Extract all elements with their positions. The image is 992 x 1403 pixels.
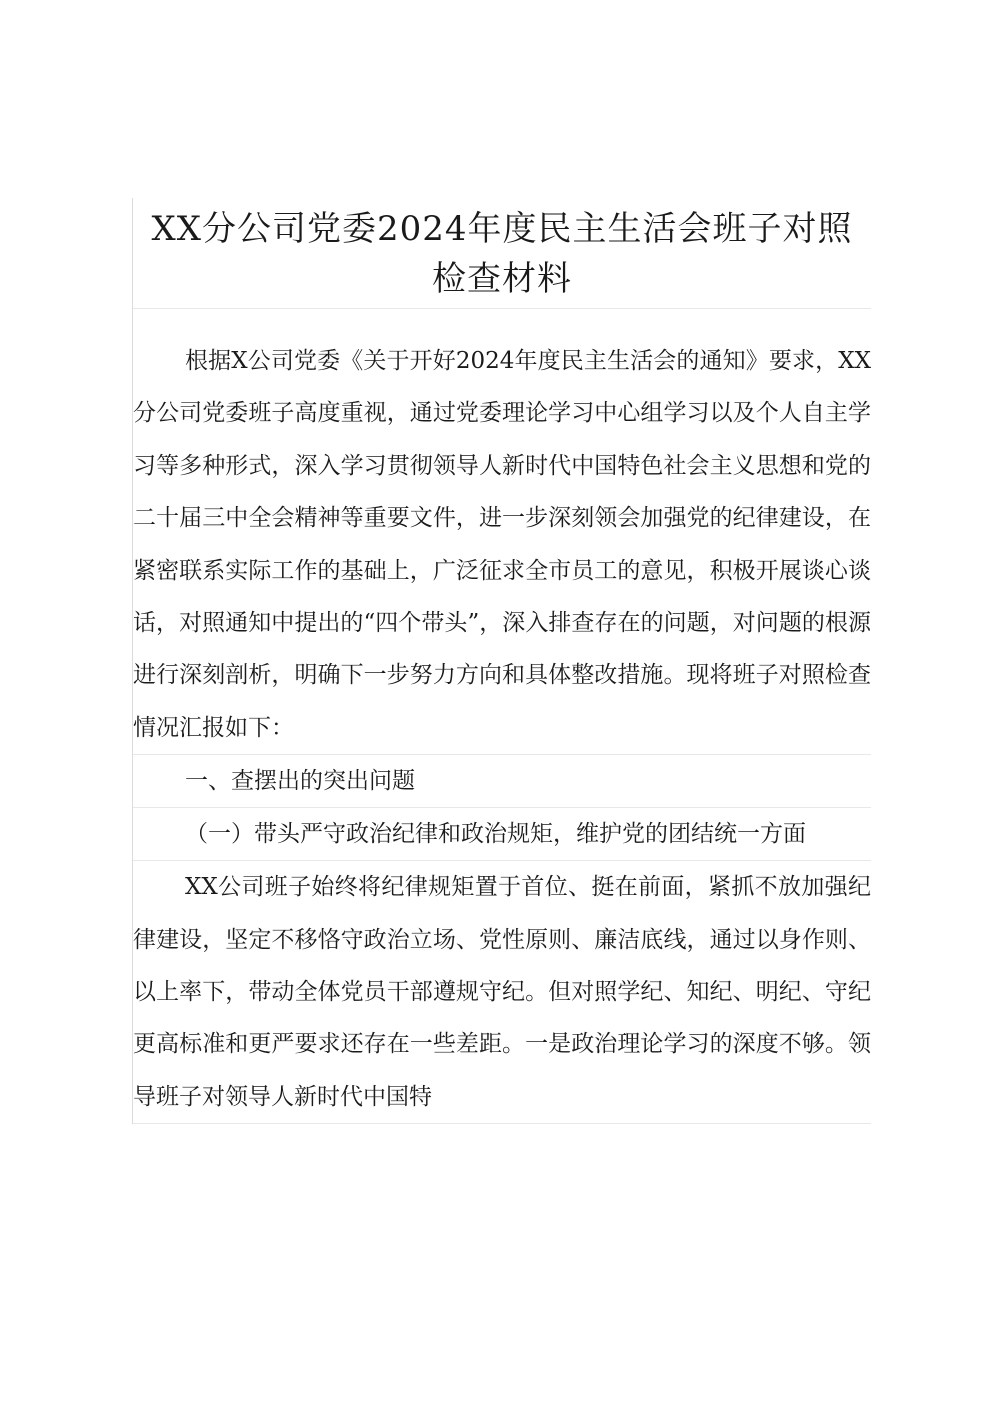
document-body — [132, 198, 871, 1124]
intro-paragraph: 根据X公司党委《关于开好2024年度民主生活会的通知》要求，XX分公司党委班子高度重视，通过党委理论学习中心组学习以及个人自主学习等多种形式，深入学习贯彻领导人新时代中国特色社会主义思想和党的二十届三中全会精神等重要文件，进一步深刻领会加强党的纪律建设，在紧密联系实际工作的基础上，广泛征求全市员工的意见，积极开展谈心谈话，对照通知中提出的“四个带头”，深入排查存在的问题，对问题的根源进行深刻剖析，明确下一步努力方向和具体整改措施。现将班子对照检查情况汇报如下： — [133, 335, 871, 755]
subsection-heading: （一）带头严守政治纪律和政治规矩，维护党的团结统一方面 — [133, 808, 871, 861]
document-title — [133, 198, 871, 309]
title-line-1: XX分公司党委2024年度民主生活会班子对照 — [151, 209, 853, 249]
body-paragraph: XX公司班子始终将纪律规矩置于首位、挺在前面，紧抓不放加强纪律建设，坚定不移恪守政治立场、党性原则、廉洁底线，通过以身作则、以上率下，带动全体党员干部遵规守纪。但对照学纪、知纪、明纪、守纪更高标准和更严要求还存在一些差距。一是政治理论学习的深度不够。领导班子对领导人新时代中国特 — [133, 861, 871, 1124]
section-heading: 一、查摆出的突出问题 — [133, 755, 871, 808]
title-line-2: 检查材料 — [432, 259, 572, 299]
